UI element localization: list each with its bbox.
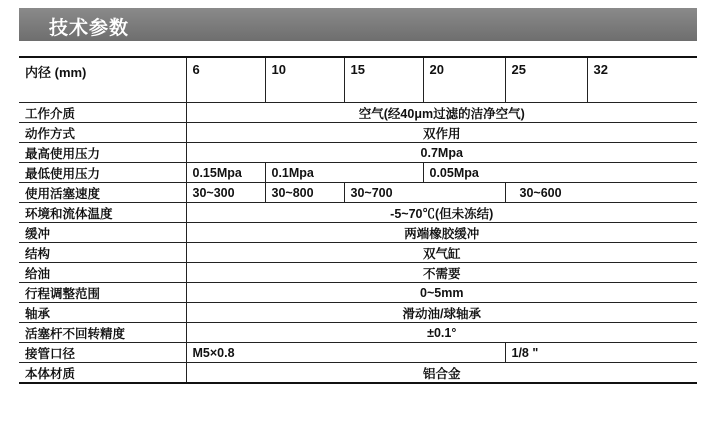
row-label: 本体材质	[19, 363, 186, 384]
row-value: 1/8 "	[505, 343, 697, 363]
row-value: 30~300	[186, 183, 265, 203]
bore-label: 内径 (mm)	[19, 57, 186, 103]
bore-value: 6	[186, 57, 265, 103]
table-row	[19, 123, 697, 143]
bore-value: 20	[423, 57, 505, 103]
row-label: 给油	[19, 263, 186, 283]
table-row	[19, 203, 697, 223]
row-value: 铝合金	[186, 363, 697, 384]
row-value: 两端橡胶缓冲	[186, 223, 697, 243]
row-label: 工作介质	[19, 103, 186, 123]
bore-value: 25	[505, 57, 587, 103]
table-row	[19, 163, 697, 183]
row-value: 30~600	[505, 183, 697, 203]
table-row	[19, 243, 697, 263]
row-value: 0.7Mpa	[186, 143, 697, 163]
table-row	[19, 103, 697, 123]
bore-value: 32	[587, 57, 697, 103]
table-row	[19, 343, 697, 363]
row-value: M5×0.8	[186, 343, 505, 363]
row-label: 最低使用压力	[19, 163, 186, 183]
row-label: 轴承	[19, 303, 186, 323]
row-value: 双气缸	[186, 243, 697, 263]
row-value: 30~800	[265, 183, 344, 203]
row-label: 使用活塞速度	[19, 183, 186, 203]
bore-value: 10	[265, 57, 344, 103]
table-header-row	[19, 57, 697, 103]
row-value: 30~700	[344, 183, 505, 203]
row-value: 空气(经40μm过滤的洁净空气)	[186, 103, 697, 123]
row-value: ±0.1°	[186, 323, 697, 343]
row-label: 结构	[19, 243, 186, 263]
row-label: 行程调整范围	[19, 283, 186, 303]
table-row	[19, 323, 697, 343]
table-row	[19, 223, 697, 243]
table-row	[19, 283, 697, 303]
row-value: -5~70℃(但未冻结)	[186, 203, 697, 223]
spec-table	[19, 56, 697, 384]
row-label: 接管口径	[19, 343, 186, 363]
row-label: 活塞杆不回转精度	[19, 323, 186, 343]
row-value: 0.15Mpa	[186, 163, 265, 183]
row-value: 0~5mm	[186, 283, 697, 303]
row-value: 不需要	[186, 263, 697, 283]
table-row	[19, 183, 697, 203]
row-value: 0.05Mpa	[423, 163, 697, 183]
table-row	[19, 363, 697, 384]
row-value: 滑动油/球轴承	[186, 303, 697, 323]
row-label: 环境和流体温度	[19, 203, 186, 223]
row-label: 缓冲	[19, 223, 186, 243]
bore-value: 15	[344, 57, 423, 103]
row-value: 0.1Mpa	[265, 163, 423, 183]
section-title: 技术参数	[49, 17, 130, 39]
table-row	[19, 303, 697, 323]
table-row	[19, 263, 697, 283]
table-row	[19, 143, 697, 163]
row-label: 动作方式	[19, 123, 186, 143]
section-header	[19, 8, 697, 41]
row-label: 最高使用压力	[19, 143, 186, 163]
row-value: 双作用	[186, 123, 697, 143]
